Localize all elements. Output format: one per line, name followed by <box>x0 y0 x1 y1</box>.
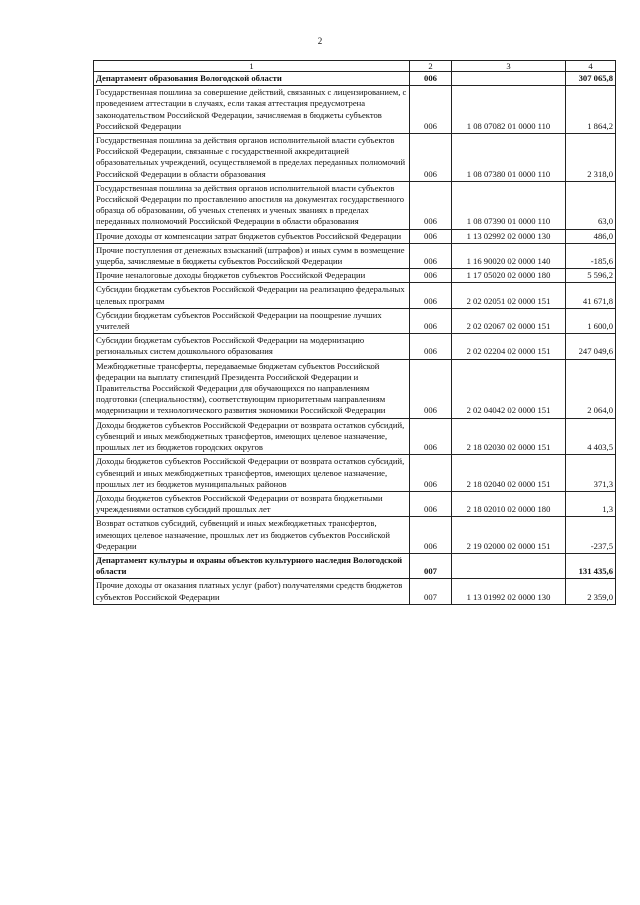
row-budget-code <box>452 72 566 86</box>
row-budget-code: 2 02 04042 02 0000 151 <box>452 359 566 418</box>
row-budget-code: 1 08 07390 01 0000 110 <box>452 181 566 229</box>
page-number: 2 <box>317 36 323 46</box>
row-budget-code: 1 17 05020 02 0000 180 <box>452 269 566 283</box>
row-amount: 486,0 <box>566 229 616 243</box>
row-budget-code: 2 18 02040 02 0000 151 <box>452 455 566 492</box>
table-row <box>94 359 616 418</box>
row-budget-code: 2 02 02051 02 0000 151 <box>452 283 566 308</box>
table-row <box>94 308 616 333</box>
row-admin-code: 006 <box>410 229 452 243</box>
row-budget-code: 2 02 02067 02 0000 151 <box>452 308 566 333</box>
row-description: Государственная пошлина за действия органов исполнительной власти субъектов Российской Федерации, связанные с государственной аккредитацией образовательных учреждений, осуществляемой в пределах переданных полномочий Российской Федерации в области образования <box>94 134 410 182</box>
table-row <box>94 243 616 268</box>
row-budget-code: 2 18 02030 02 0000 151 <box>452 418 566 455</box>
row-amount: 247 049,6 <box>566 334 616 359</box>
department-row <box>94 553 616 578</box>
row-amount: 2 064,0 <box>566 359 616 418</box>
row-description: Межбюджетные трансферты, передаваемые бюджетам субъектов Российской федерации на выплату стипендий Президента Российской Федерации и Правительства Российской Федерации для обучающихся по направлениям подготовки (специальностям), соответствующим приоритетным направлениям модернизации и технологического развития экономики Российской Федерации <box>94 359 410 418</box>
row-description: Департамент культуры и охраны объектов культурного наследия Вологодской области <box>94 553 410 578</box>
row-amount: 131 435,6 <box>566 553 616 578</box>
table-header-row <box>94 61 616 72</box>
row-amount: 1,3 <box>566 491 616 516</box>
row-budget-code <box>452 553 566 578</box>
row-budget-code: 1 08 07380 01 0000 110 <box>452 134 566 182</box>
table-row <box>94 134 616 182</box>
row-admin-code: 006 <box>410 269 452 283</box>
table-row <box>94 283 616 308</box>
row-description: Доходы бюджетов субъектов Российской Федерации от возврата остатков субсидий, субвенций и иных межбюджетных трансфертов, имеющих целевое назначение, прошлых лет из бюджетов городских округов <box>94 418 410 455</box>
row-budget-code: 2 19 02000 02 0000 151 <box>452 517 566 554</box>
row-admin-code: 006 <box>410 334 452 359</box>
row-amount: 307 065,8 <box>566 72 616 86</box>
revenue-table <box>93 60 616 605</box>
row-amount: 1 864,2 <box>566 86 616 134</box>
row-admin-code: 006 <box>410 491 452 516</box>
row-description: Доходы бюджетов субъектов Российской Федерации от возврата бюджетными учреждениями остатков субсидий прошлых лет <box>94 491 410 516</box>
row-description: Департамент образования Вологодской области <box>94 72 410 86</box>
row-description: Прочие доходы от компенсации затрат бюджетов субъектов Российской Федерации <box>94 229 410 243</box>
row-amount: 2 318,0 <box>566 134 616 182</box>
row-description: Прочие доходы от оказания платных услуг (работ) получателями средств бюджетов субъектов Российской Федерации <box>94 579 410 604</box>
table-row <box>94 455 616 492</box>
row-amount: 41 671,8 <box>566 283 616 308</box>
row-admin-code: 006 <box>410 243 452 268</box>
table-row <box>94 229 616 243</box>
table-row <box>94 579 616 604</box>
row-budget-code: 1 13 01992 02 0000 130 <box>452 579 566 604</box>
row-description: Возврат остатков субсидий, субвенций и иных межбюджетных трансфертов, имеющих целевое назначение, прошлых лет из бюджетов субъектов Российской Федерации <box>94 517 410 554</box>
row-amount: 63,0 <box>566 181 616 229</box>
row-description: Доходы бюджетов субъектов Российской Федерации от возврата остатков субсидий, субвенций и иных межбюджетных трансфертов, имеющих целевое назначение, прошлых лет из бюджетов муниципальных районов <box>94 455 410 492</box>
row-admin-code: 006 <box>410 283 452 308</box>
header-col-3: 3 <box>452 61 566 72</box>
row-budget-code: 1 08 07082 01 0000 110 <box>452 86 566 134</box>
row-admin-code: 006 <box>410 359 452 418</box>
row-budget-code: 1 16 90020 02 0000 140 <box>452 243 566 268</box>
row-admin-code: 006 <box>410 418 452 455</box>
row-amount: -237,5 <box>566 517 616 554</box>
table-row <box>94 334 616 359</box>
row-description: Субсидии бюджетам субъектов Российской Федерации на модернизацию региональных систем дошкольного образования <box>94 334 410 359</box>
row-admin-code: 006 <box>410 181 452 229</box>
row-admin-code: 006 <box>410 308 452 333</box>
table-row <box>94 269 616 283</box>
row-admin-code: 006 <box>410 134 452 182</box>
row-amount: -185,6 <box>566 243 616 268</box>
header-col-1: 1 <box>94 61 410 72</box>
row-amount: 5 596,2 <box>566 269 616 283</box>
row-amount: 4 403,5 <box>566 418 616 455</box>
table-row <box>94 86 616 134</box>
department-row <box>94 72 616 86</box>
row-amount: 1 600,0 <box>566 308 616 333</box>
row-description: Государственная пошлина за действия органов исполнительной власти субъектов Российской Федерации по проставлению апостиля на документах государственного образца об образовании, об ученых степенях и ученых званиях в пределах переданных полномочий Российской Федерации в области образования <box>94 181 410 229</box>
row-description: Субсидии бюджетам субъектов Российской Федерации на реализацию федеральных целевых программ <box>94 283 410 308</box>
row-admin-code: 007 <box>410 553 452 578</box>
table-row <box>94 181 616 229</box>
row-admin-code: 006 <box>410 86 452 134</box>
row-description: Государственная пошлина за совершение действий, связанных с лицензированием, с проведением аттестации в случаях, если такая аттестация предусмотрена законодательством Российской Федерации, зачисляемая в бюджеты субъектов Российской Федерации <box>94 86 410 134</box>
header-col-4: 4 <box>566 61 616 72</box>
table-row <box>94 418 616 455</box>
row-admin-code: 006 <box>410 72 452 86</box>
row-budget-code: 1 13 02992 02 0000 130 <box>452 229 566 243</box>
header-col-2: 2 <box>410 61 452 72</box>
row-description: Прочие поступления от денежных взысканий (штрафов) и иных сумм в возмещение ущерба, зачисляемые в бюджеты субъектов Российской Федерации <box>94 243 410 268</box>
table-row <box>94 491 616 516</box>
row-admin-code: 007 <box>410 579 452 604</box>
row-admin-code: 006 <box>410 455 452 492</box>
table-row <box>94 517 616 554</box>
row-description: Субсидии бюджетам субъектов Российской Федерации на поощрение лучших учителей <box>94 308 410 333</box>
row-admin-code: 006 <box>410 517 452 554</box>
row-description: Прочие неналоговые доходы бюджетов субъектов Российской Федерации <box>94 269 410 283</box>
row-amount: 371,3 <box>566 455 616 492</box>
row-amount: 2 359,0 <box>566 579 616 604</box>
row-budget-code: 2 02 02204 02 0000 151 <box>452 334 566 359</box>
row-budget-code: 2 18 02010 02 0000 180 <box>452 491 566 516</box>
